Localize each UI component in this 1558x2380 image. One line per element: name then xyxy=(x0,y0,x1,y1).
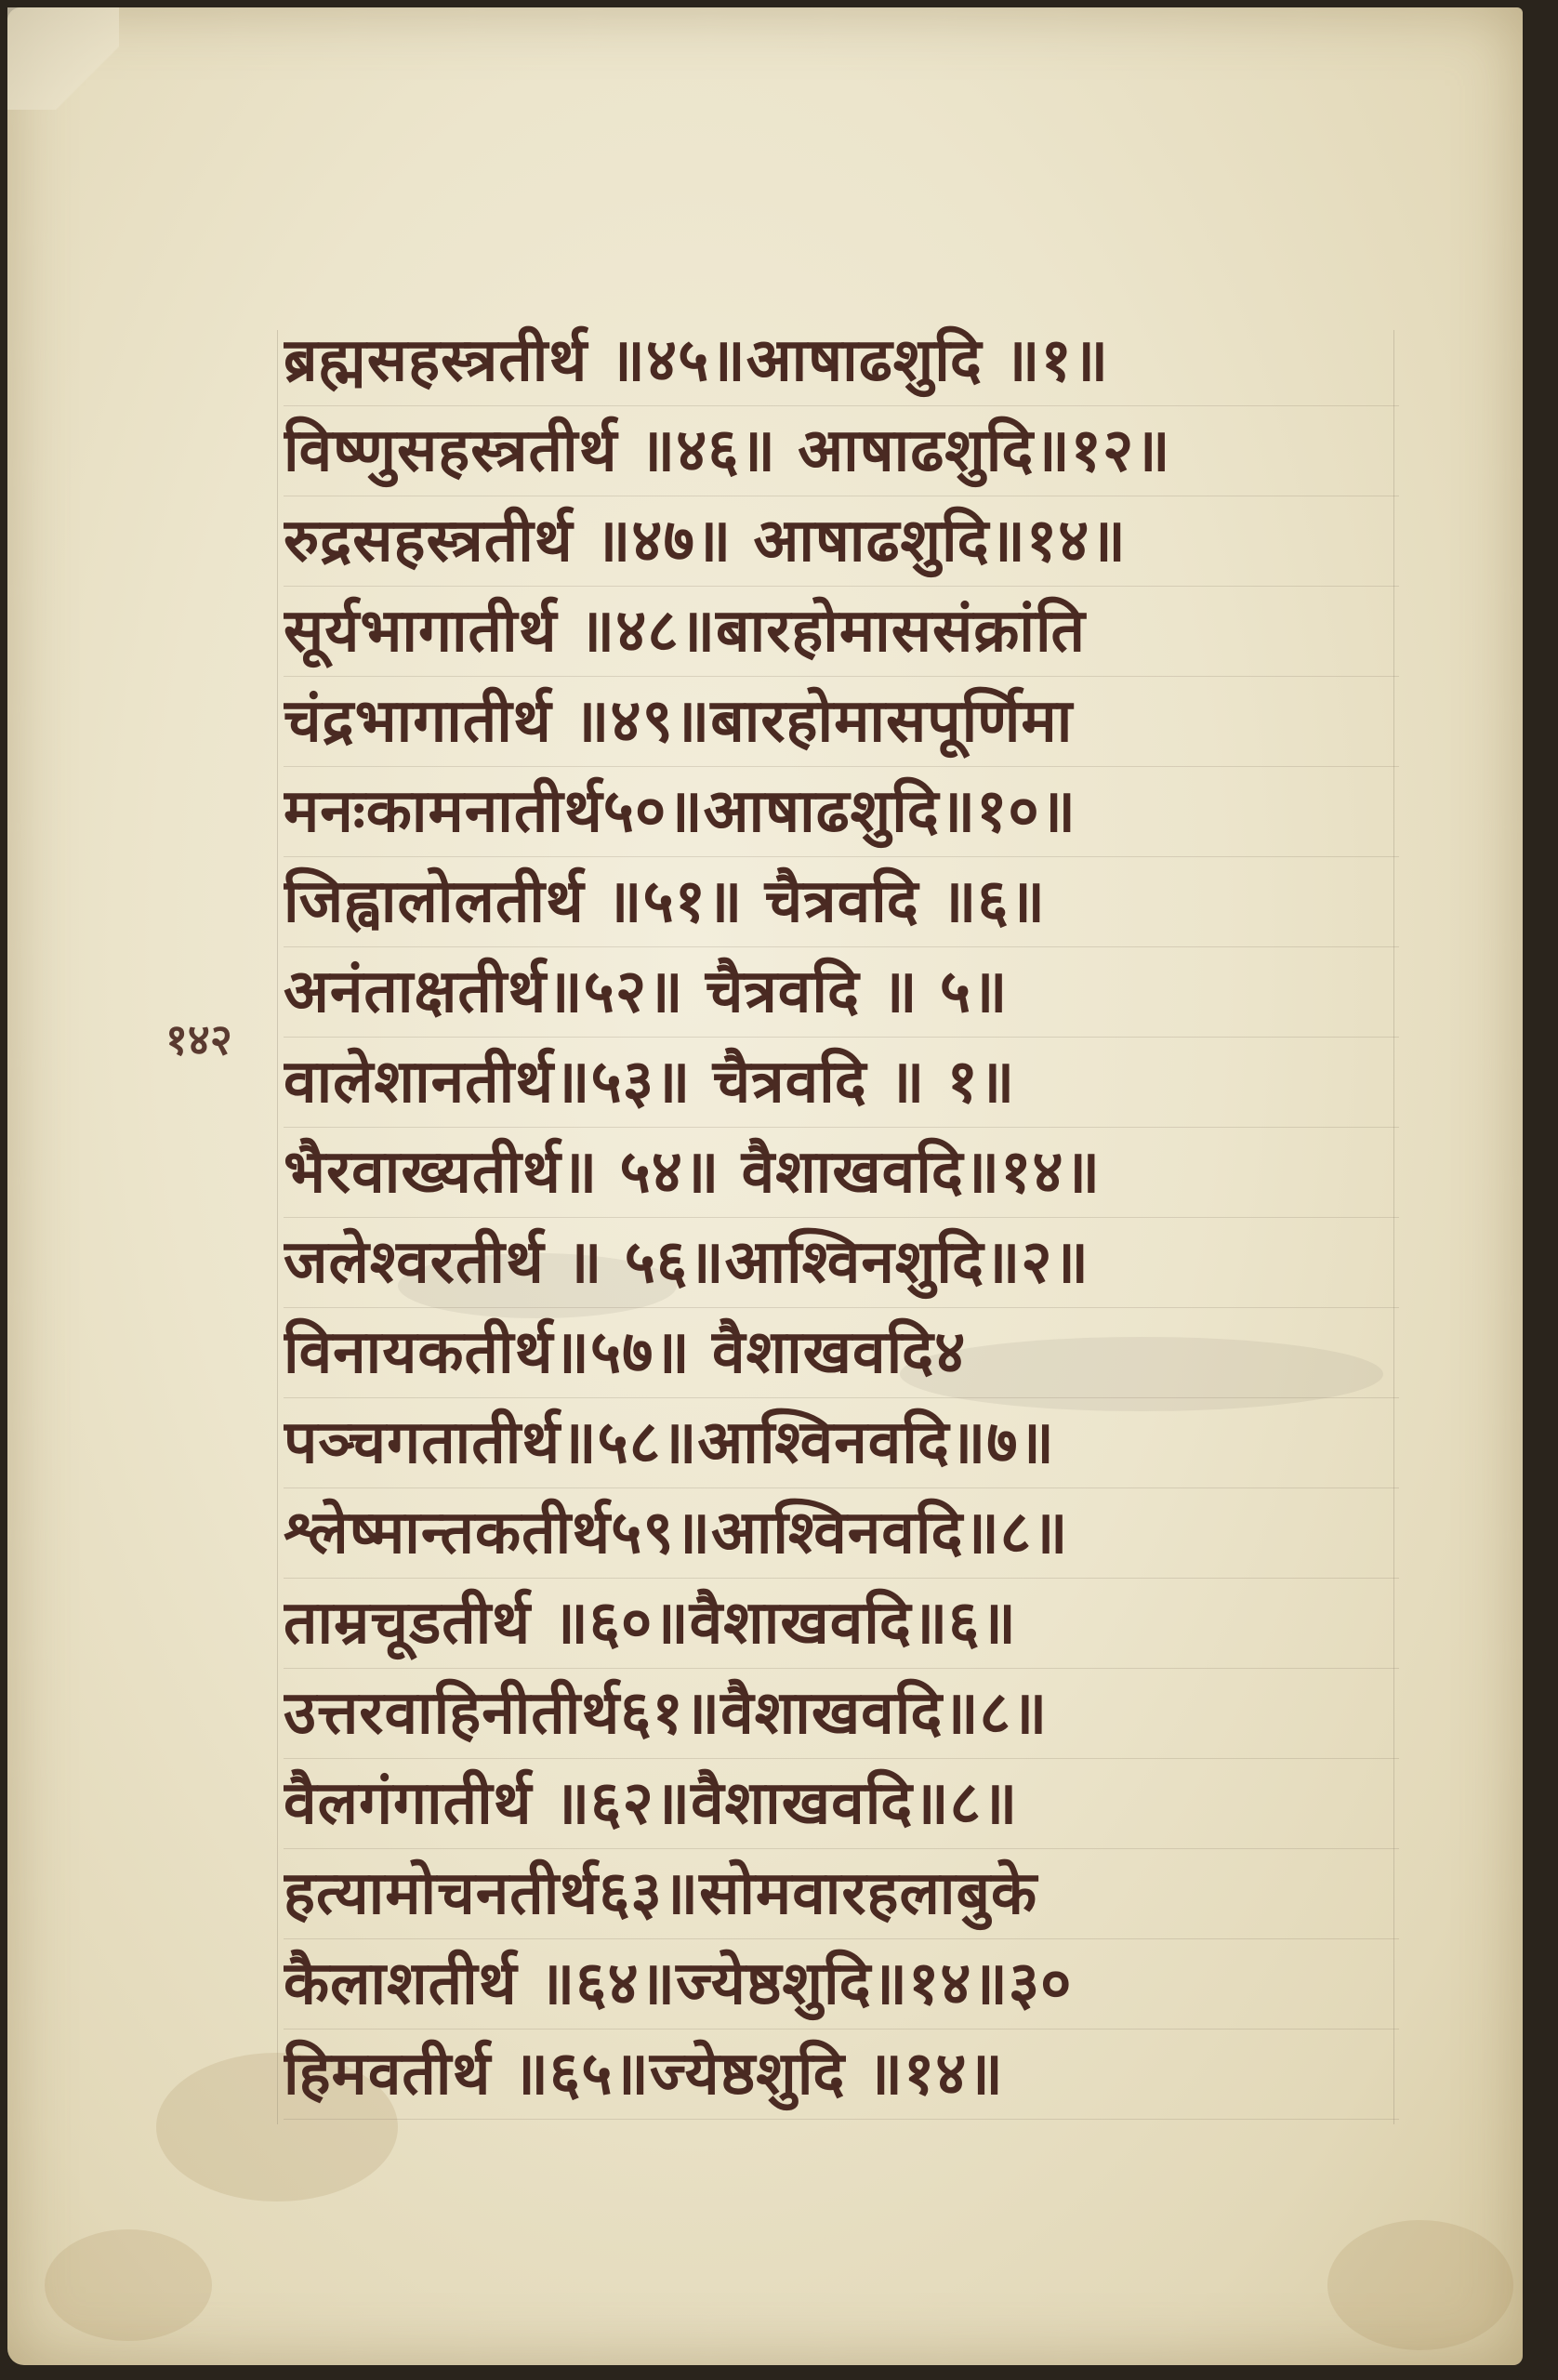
text-line: मनःकामनातीर्थ५०॥आषाढशुदि॥१०॥ xyxy=(284,767,1399,857)
margin-note: १४२ xyxy=(165,1014,232,1064)
text-line: श्लेष्मान्तकतीर्थ५९॥आश्विनवदि॥८॥ xyxy=(284,1488,1399,1579)
text-line: पञ्चगतातीर्थ॥५८॥आश्विनवदि॥७॥ xyxy=(284,1398,1399,1488)
text-line: चंद्रभागातीर्थ ॥४९॥बारहोमासपूर्णिमा xyxy=(284,677,1399,767)
text-line: वैलगंगातीर्थ ॥६२॥वैशाखवदि॥८॥ xyxy=(284,1759,1399,1849)
text-line: उत्तरवाहिनीतीर्थ६१॥वैशाखवदि॥८॥ xyxy=(284,1669,1399,1759)
text-line: रुद्रसहस्त्रतीर्थ ॥४७॥ आषाढशुदि॥१४॥ xyxy=(284,496,1399,587)
text-line: ताम्रचूडतीर्थ ॥६०॥वैशाखवदि॥६॥ xyxy=(284,1579,1399,1669)
text-line: वालेशानतीर्थ॥५३॥ चैत्रवदि ॥ १॥ xyxy=(284,1038,1399,1128)
text-line: विनायकतीर्थ॥५७॥ वैशाखवदि४ xyxy=(284,1308,1399,1398)
text-line: हिमवतीर्थ ॥६५॥ज्येष्ठशुदि ॥१४॥ xyxy=(284,2030,1399,2120)
text-line: विष्णुसहस्त्रतीर्थ ॥४६॥ आषाढशुदि॥१२॥ xyxy=(284,406,1399,496)
torn-corner xyxy=(7,7,119,110)
stain-mark xyxy=(45,2229,212,2341)
text-line: ब्रह्मसहस्त्रतीर्थ ॥४५॥आषाढशुदि ॥१॥ xyxy=(284,316,1399,406)
text-lines xyxy=(284,316,1399,2120)
text-line: कैलाशतीर्थ ॥६४॥ज्येष्ठशुदि॥१४॥३० xyxy=(284,1939,1399,2030)
text-line: जिह्वालोलतीर्थ ॥५१॥ चैत्रवदि ॥६॥ xyxy=(284,857,1399,947)
text-line: सूर्यभागातीर्थ ॥४८॥बारहोमाससंक्रांति xyxy=(284,587,1399,677)
text-line: अनंताक्षतीर्थ॥५२॥ चैत्रवदि ॥ ५॥ xyxy=(284,947,1399,1038)
text-line: जलेश्वरतीर्थ ॥ ५६॥आश्विनशुदि॥२॥ xyxy=(284,1218,1399,1308)
text-line: हत्यामोचनतीर्थ६३॥सोमवारहलाबुके xyxy=(284,1849,1399,1939)
stain-mark xyxy=(1327,2220,1513,2350)
text-line: भैरवाख्यतीर्थ॥ ५४॥ वैशाखवदि॥१४॥ xyxy=(284,1128,1399,1218)
